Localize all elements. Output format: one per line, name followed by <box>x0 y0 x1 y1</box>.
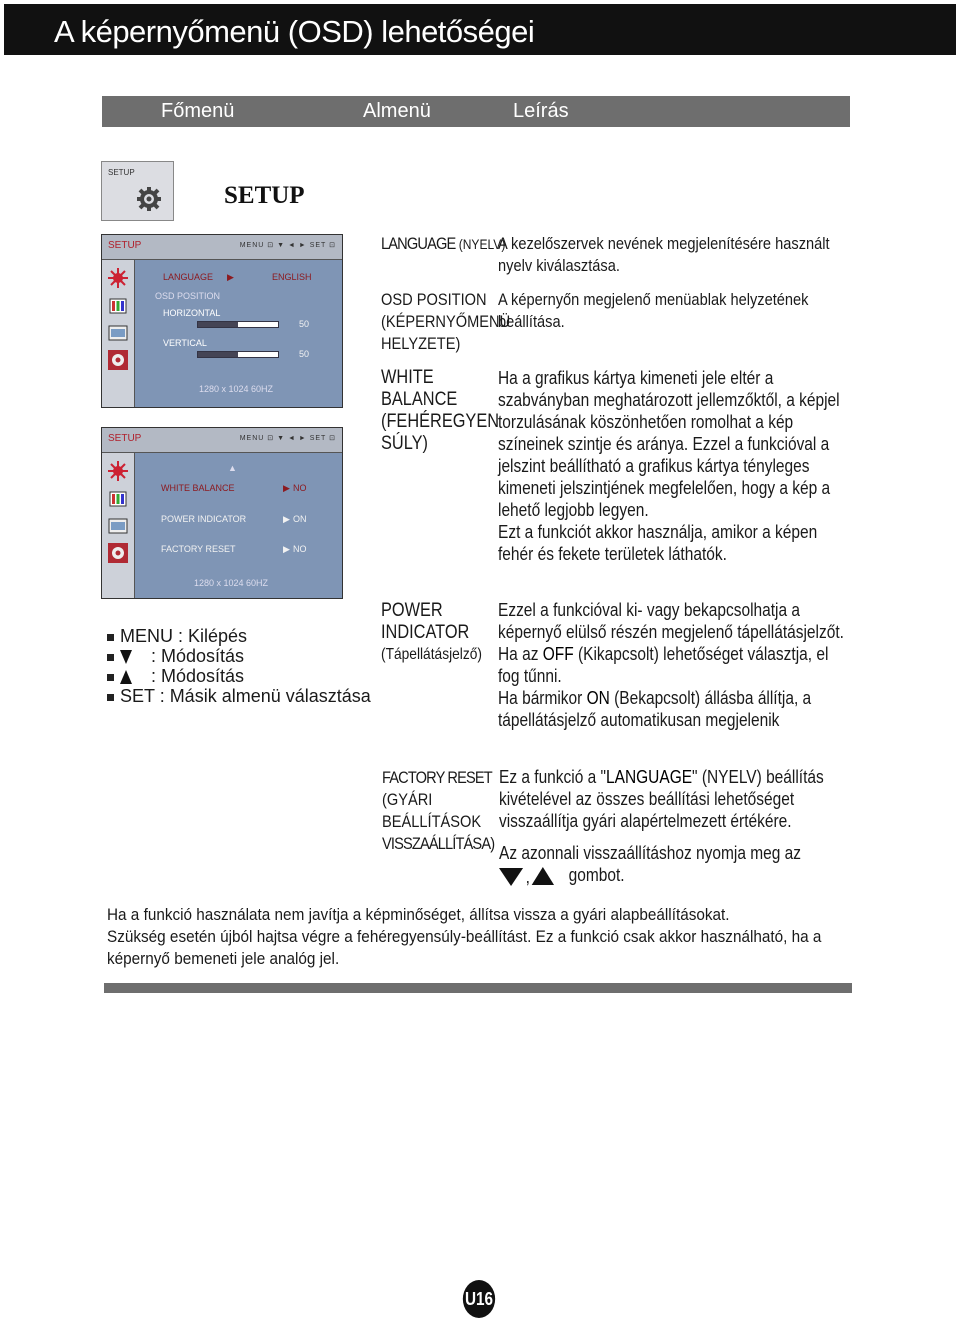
bottom-divider <box>104 983 852 993</box>
arrow-up-icon <box>120 670 132 684</box>
description-line: nyelv kiválasztása. <box>498 256 620 275</box>
submenu-line: SÚLY) <box>381 433 428 454</box>
osd-language-label: LANGUAGE <box>163 272 214 282</box>
comma-separator: , <box>525 867 530 887</box>
brightness-icon <box>108 268 128 288</box>
column-header-bar <box>102 96 850 127</box>
description-line: tápellátásjelző automatikusan megjelenik <box>498 710 780 730</box>
submenu-line: (FEHÉREGYEN <box>381 411 500 432</box>
submenu-power-indicator <box>381 600 482 666</box>
off-keyword: OFF <box>542 644 574 664</box>
arrow-down-icon <box>120 650 132 664</box>
legend-up <box>107 666 371 686</box>
arrow-right-icon: ▶ <box>283 544 290 554</box>
legend-set <box>107 686 371 706</box>
on-keyword: ON <box>586 688 610 708</box>
arrow-right-icon: ▶ <box>227 272 234 282</box>
description-line: fehér és fekete területek láthatók. <box>498 544 727 564</box>
arrow-right-icon: ▶ <box>283 514 290 524</box>
osd-position-label: OSD POSITION <box>155 291 221 301</box>
bullet-icon <box>107 654 114 661</box>
gear-icon <box>108 350 128 370</box>
description-line: kimeneti jelszintjének megfelelően, hogy a kép a <box>498 478 831 498</box>
submenu-language-title: LANGUAGE <box>381 234 456 253</box>
osd-screen-setup-options <box>101 427 343 599</box>
description-power-indicator <box>498 599 844 731</box>
osd-screen-position <box>101 234 343 408</box>
description-line: jelszint beállítható a grafikus kártya tényleges <box>498 456 810 476</box>
description-line: A képernyőn megjelenő menüablak helyzetének <box>498 290 809 309</box>
text-run: " (NYELV) beállítás <box>692 767 824 787</box>
gear-icon <box>108 543 128 563</box>
submenu-line: OSD POSITION <box>381 290 487 309</box>
submenu-line: WHITE <box>381 367 434 388</box>
description-line: kivételével az összes beállítási lehetőséget <box>499 789 795 809</box>
description-line <box>498 687 844 709</box>
setup-heading: SETUP <box>224 182 305 209</box>
legend-menu <box>107 626 371 646</box>
submenu-line: FACTORY RESET <box>382 768 492 787</box>
osd-side-icons <box>102 260 135 407</box>
description-line <box>499 864 824 886</box>
text-run: Ha bármikor <box>498 688 587 708</box>
picture-icon <box>108 323 128 343</box>
submenu-osd-position <box>381 289 510 355</box>
brightness-icon <box>108 461 128 481</box>
legend-menu-text: : Kilépés <box>173 626 248 646</box>
footnote-line: képernyő bemeneti jele analóg jel. <box>107 949 340 968</box>
submenu-white-balance <box>381 367 499 455</box>
header-submenu: Almenü <box>363 100 431 122</box>
title-bar <box>4 4 956 55</box>
submenu-language <box>381 233 505 255</box>
footnote-line: Ha a funkció használata nem javítja a képminőséget, állítsa vissza a gyári alapbeállításokat. <box>107 905 730 924</box>
key-legend <box>107 626 371 706</box>
text-run: (Bekapcsolt) állásba állítja, a <box>609 688 812 708</box>
osd-top-bar <box>102 428 342 453</box>
submenu-line: (Tápellátásjelző) <box>381 646 482 663</box>
description-line: képernyő elülső részén megjelenő tápellátásjelzőt. <box>498 622 844 642</box>
description-osd-position <box>498 289 808 333</box>
page-title: A képernyőmenü (OSD) lehetőségei <box>54 14 535 49</box>
description-line: színeinek szintje és aránya. Ezzel a funkcióval a <box>498 434 830 454</box>
osd-horizontal-label: HORIZONTAL <box>163 308 221 318</box>
description-line: Ezt a funkciót akkor használja, amikor a képen <box>498 522 818 542</box>
description-line: A kezelőszervek nevének megjelenítésére használt <box>498 234 830 253</box>
page-number: U16 <box>463 1280 495 1318</box>
description-line: beállítása. <box>498 312 565 331</box>
osd-panel <box>135 260 342 407</box>
submenu-factory-reset <box>382 767 494 855</box>
submenu-line: VISSZAÁLLÍTÁSA) <box>382 834 495 853</box>
horizontal-slider <box>197 321 279 328</box>
osd-white-balance-value: NO <box>293 483 307 493</box>
description-line: szabványban meghatározott jellemzőktől, a képjel <box>498 390 840 410</box>
description-white-balance <box>498 367 840 565</box>
setup-icon-label: SETUP <box>108 168 135 177</box>
submenu-line: BALANCE <box>381 389 458 410</box>
color-icon <box>108 489 128 509</box>
submenu-line: BEÁLLÍTÁSOK <box>382 812 482 831</box>
header-main-menu: Főmenü <box>161 100 235 122</box>
description-factory-reset <box>499 766 824 886</box>
description-language <box>498 233 830 277</box>
description-line <box>498 643 844 665</box>
arrow-up-icon <box>532 867 554 885</box>
description-line: torzulásának köszönhetően romolhat a kép <box>498 412 794 432</box>
osd-vertical-label: VERTICAL <box>163 338 207 348</box>
submenu-line: INDICATOR <box>381 622 470 643</box>
legend-set-key: SET <box>120 686 155 706</box>
setup-menu-icon-box <box>101 161 174 221</box>
language-keyword: LANGUAGE <box>606 767 693 787</box>
osd-key-hints: MENU ⊡ ▼ ◄ ► SET ⊡ <box>239 435 336 442</box>
legend-down-text: : Módosítás <box>146 646 245 666</box>
description-line: Ezzel a funkcióval ki- vagy bekapcsolhatja a <box>498 600 801 620</box>
osd-panel <box>135 453 342 598</box>
osd-factory-reset-value: NO <box>293 544 307 554</box>
footnote <box>107 904 821 970</box>
submenu-line: POWER <box>381 600 443 621</box>
bullet-icon <box>107 694 114 701</box>
bullet-icon <box>107 674 114 681</box>
legend-menu-key: MENU <box>120 626 173 646</box>
submenu-line: (GYÁRI <box>382 790 433 809</box>
arrow-down-icon <box>499 868 523 886</box>
vertical-slider <box>197 351 279 358</box>
legend-up-text: : Módosítás <box>146 666 245 686</box>
osd-power-indicator-value: ON <box>293 514 307 524</box>
osd-top-bar <box>102 235 342 260</box>
description-line: fog tűnni. <box>498 666 562 686</box>
osd-key-hints: MENU ⊡ ▼ ◄ ► SET ⊡ <box>239 242 336 249</box>
legend-down <box>107 646 371 666</box>
osd-factory-reset-label: FACTORY RESET <box>161 544 236 554</box>
osd-language-value: ENGLISH <box>272 272 312 282</box>
description-line: lehető legjobb legyen. <box>498 500 649 520</box>
description-line <box>499 766 824 788</box>
submenu-line: (KÉPERNYŐMENÜ <box>381 312 511 331</box>
arrow-up-icon: ▲ <box>228 463 237 473</box>
osd-setup-label: SETUP <box>108 240 142 251</box>
bullet-icon <box>107 634 114 641</box>
osd-resolution: 1280 x 1024 60HZ <box>194 578 269 588</box>
color-icon <box>108 296 128 316</box>
description-line: Ha a grafikus kártya kimeneti jele eltér a <box>498 368 774 388</box>
osd-resolution: 1280 x 1024 60HZ <box>199 384 274 394</box>
description-line: visszaállítja gyári alapértelmezett értékére. <box>499 811 792 831</box>
osd-white-balance-label: WHITE BALANCE <box>161 483 235 493</box>
osd-setup-label: SETUP <box>108 433 142 444</box>
osd-vertical-value: 50 <box>299 349 310 359</box>
button-text: gombot. <box>568 865 625 885</box>
text-run: Ez a funkció a " <box>499 767 607 787</box>
osd-side-icons <box>102 453 135 598</box>
submenu-line: HELYZETE) <box>381 334 461 353</box>
text-run: (Kikapcsolt) lehetőséget választja, el <box>573 644 829 664</box>
osd-power-indicator-label: POWER INDICATOR <box>161 514 247 524</box>
footnote-line: Szükség esetén újból hajtsa végre a fehéregyensúly-beállítást. Ez a funkció csak akkor használható, ha a <box>107 927 822 946</box>
description-line: Az azonnali visszaállításhoz nyomja meg az <box>499 843 802 863</box>
arrow-right-icon: ▶ <box>283 483 290 493</box>
submenu-language-note: (NYELV) <box>455 236 506 252</box>
header-description: Leírás <box>513 100 569 122</box>
text-run: Ha az <box>498 644 543 664</box>
picture-icon <box>108 516 128 536</box>
legend-set-text: : Másik almenü választása <box>154 686 371 706</box>
osd-horizontal-value: 50 <box>299 319 310 329</box>
gear-icon <box>136 186 162 212</box>
